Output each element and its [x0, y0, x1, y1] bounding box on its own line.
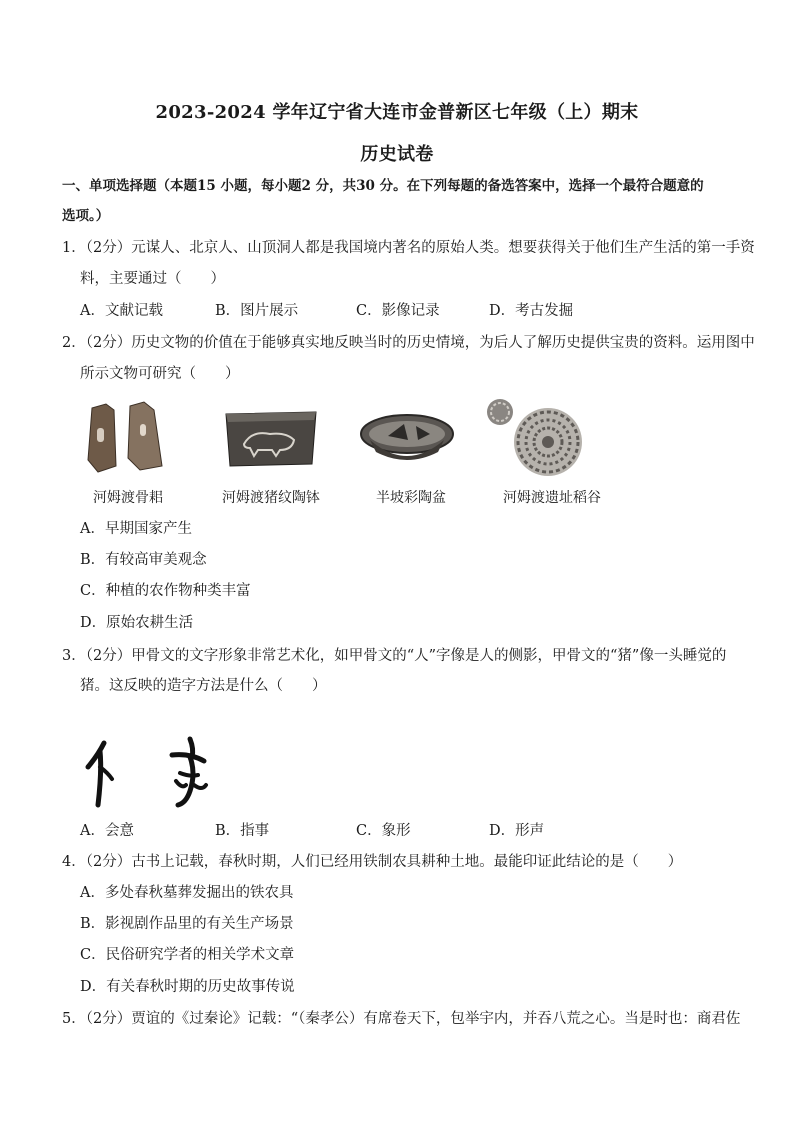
- q3-stem-line1: 3．（2分）甲骨文的文字形象非常艺术化，如甲骨文的“人”字像是人的侧影，甲骨文的“猪”像一头睡觉的: [62, 648, 727, 664]
- q5-stem-line1: 5．（2分）贾谊的《过秦论》记载：“（秦孝公）有席卷天下，包举宇内，并吞八荒之心。当是时也：商君佐: [62, 1011, 741, 1027]
- q2-option-b[interactable]: B．有较高审美观念: [80, 552, 207, 568]
- q2-option-a[interactable]: A．早期国家产生: [80, 521, 192, 537]
- q4-option-d[interactable]: D．有关春秋时期的历史故事传说: [80, 979, 295, 995]
- q4-option-a[interactable]: A．多处春秋墓葬发掘出的铁农具: [80, 885, 294, 901]
- caption-bone-spade: 河姆渡骨耜: [93, 490, 163, 506]
- rice-grains-image: [482, 396, 586, 482]
- oracle-bone-script-image: [78, 733, 218, 811]
- q3-options: [80, 821, 760, 841]
- q3-option-a[interactable]: A．会意: [80, 823, 134, 839]
- q1-option-a[interactable]: A．文献记载: [80, 303, 163, 319]
- q3-stem-line2: 猪。这反映的造字方法是什么（ ）: [80, 678, 327, 694]
- painted-pottery-basin-image: [358, 410, 456, 466]
- q1-option-d[interactable]: D．考古发掘: [489, 303, 574, 319]
- q1-stem-line1: 1．（2分）元谋人、北京人、山顶洞人都是我国境内著名的原始人类。想要获得关于他们生产生活的第一手资: [62, 240, 755, 256]
- q3-option-c[interactable]: C．象形: [356, 823, 411, 839]
- caption-rice-grains: 河姆渡遗址稻谷: [503, 490, 601, 506]
- q4-stem-line1: 4．（2分）古书上记载，春秋时期，人们已经用铁制农具耕种土地。最能印证此结论的是（ ）: [62, 854, 683, 870]
- section-heading-line2: 选项。）: [62, 208, 110, 224]
- q2-stem-line1: 2．（2分）历史文物的价值在于能够真实地反映当时的历史情境，为后人了解历史提供宝贵的资料。运用图中: [62, 335, 755, 351]
- q2-option-d[interactable]: D．原始农耕生活: [80, 615, 194, 631]
- pig-pattern-pot-image: [222, 408, 320, 470]
- caption-painted-basin: 半坡彩陶盆: [376, 490, 446, 506]
- bone-spade-image: [84, 400, 172, 476]
- q1-options: [80, 301, 760, 321]
- exam-title: 2023-2024 学年辽宁省大连市金普新区七年级（上）期末: [155, 102, 639, 123]
- q2-stem-line2: 所示文物可研究（ ）: [80, 366, 240, 382]
- section-heading-line1: 一、单项选择题（本题15 小题，每小题2 分，共30 分。在下列每题的备选答案中，选择一个最符合题意的: [62, 178, 704, 194]
- caption-pig-pot: 河姆渡猪纹陶钵: [222, 490, 320, 506]
- q1-option-b[interactable]: B．图片展示: [215, 303, 299, 319]
- q3-option-b[interactable]: B．指事: [215, 823, 270, 839]
- q4-option-b[interactable]: B．影视剧作品里的有关生产场景: [80, 916, 294, 932]
- q1-option-c[interactable]: C．影像记录: [356, 303, 440, 319]
- q2-option-c[interactable]: C．种植的农作物种类丰富: [80, 583, 251, 599]
- exam-subtitle: 历史试卷: [360, 144, 434, 165]
- q1-stem-line2: 料，主要通过（ ）: [80, 271, 225, 287]
- q3-option-d[interactable]: D．形声: [489, 823, 545, 839]
- q4-option-c[interactable]: C．民俗研究学者的相关学术文章: [80, 947, 295, 963]
